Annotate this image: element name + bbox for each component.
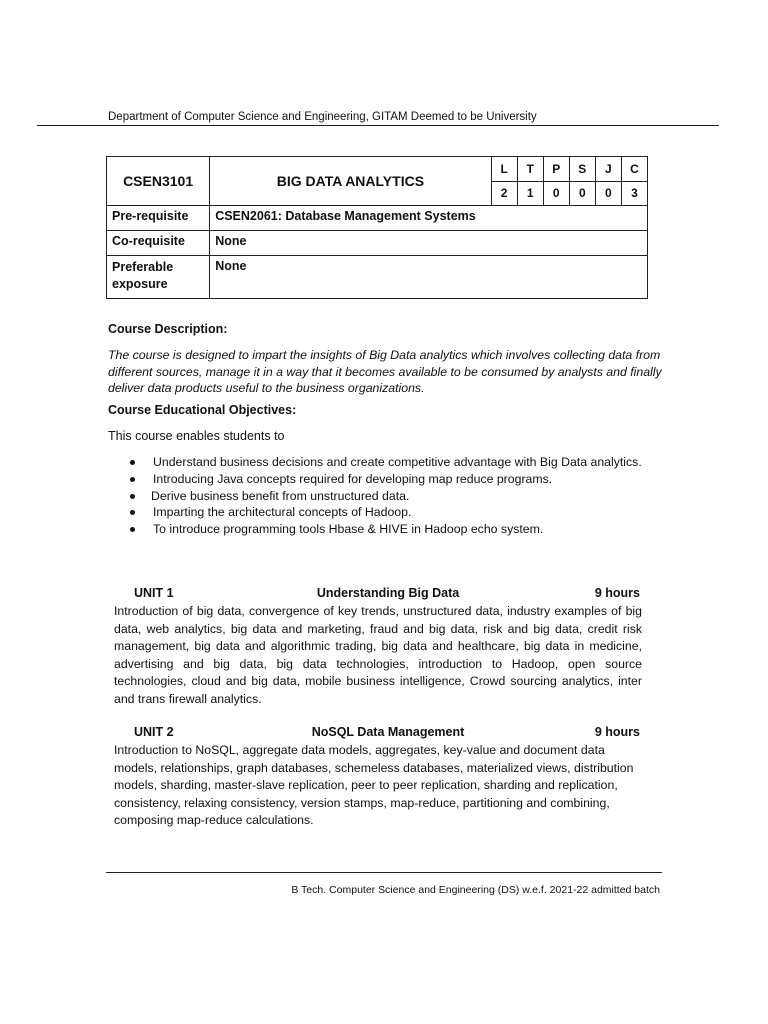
objectives-list	[108, 454, 668, 538]
unit-2-number: UNIT 2	[134, 725, 174, 739]
exposure-value: None	[210, 256, 648, 299]
unit-1-title: Understanding Big Data	[316, 586, 460, 600]
page-header: Department of Computer Science and Engineering, GITAM Deemed to be University	[108, 111, 537, 123]
credit-header-t: T	[517, 157, 543, 182]
page-footer: B Tech. Computer Science and Engineering (DS) w.e.f. 2021-22 admitted batch	[291, 884, 660, 896]
unit-1-number: UNIT 1	[134, 586, 174, 600]
list-item: Imparting the architectural concepts of Hadoop.	[108, 504, 668, 521]
prerequisite-value: CSEN2061: Database Management Systems	[210, 206, 648, 231]
credit-value-p: 0	[543, 181, 569, 206]
credit-value-t: 1	[517, 181, 543, 206]
course-title: BIG DATA ANALYTICS	[210, 157, 491, 206]
list-item: Introducing Java concepts required for developing map reduce programs.	[108, 471, 668, 488]
unit-1-header	[134, 586, 642, 602]
unit-1-content: Introduction of big data, convergence of key trends, unstructured data, industry examples of big data, web analytics, big data and marketing, fraud and big data, risk and big data, credit risk management, big data and algorithmic trading, big data and healthcare, big data in medicine, advertising and big data, big data technologies, introduction to Hadoop, open source technologies, cloud and big data, mobile business intelligence, Crowd sourcing analytics, inter and trans firewall analytics.	[114, 604, 642, 706]
corequisite-value: None	[210, 231, 648, 256]
objectives-heading: Course Educational Objectives:	[108, 403, 297, 417]
unit-2-title: NoSQL Data Management	[311, 725, 465, 739]
unit-2-content: Introduction to NoSQL, aggregate data models, aggregates, key-value and document data models, relationships, graph databases, schemeless databases, materialized views, distribution models, sharding, master-slave replication, peer to peer replication, sharding and replication, consistency, relaxing consistency, version stamps, map-reduce, partitioning and combining, composing map-reduce calculations.	[114, 743, 634, 827]
credit-header-l: L	[491, 157, 517, 182]
credit-header-j: J	[595, 157, 621, 182]
course-info-table	[106, 156, 648, 299]
list-item: Understand business decisions and create competitive advantage with Big Data analytics.	[108, 454, 668, 471]
credit-header-p: P	[543, 157, 569, 182]
exposure-label: Preferable exposure	[107, 256, 210, 299]
corequisite-label: Co-requisite	[107, 231, 210, 256]
footer-divider	[106, 872, 662, 873]
credit-header-c: C	[621, 157, 647, 182]
credit-header-s: S	[569, 157, 595, 182]
objectives-intro: This course enables students to	[108, 429, 285, 443]
list-item: Derive business benefit from unstructured data.	[108, 488, 668, 505]
credit-value-c: 3	[621, 181, 647, 206]
unit-2-header	[134, 725, 642, 741]
unit-1-hours: 9 hours	[594, 586, 640, 600]
header-divider	[37, 125, 719, 126]
course-description-text: The course is designed to impart the insights of Big Data analytics which involves collecting data from different sources, manage it in a way that it becomes available to be consumed by analysts and finally deliver data products useful to the business organizations.	[108, 348, 662, 395]
course-code: CSEN3101	[107, 157, 210, 206]
credit-value-l: 2	[491, 181, 517, 206]
unit-2-hours: 9 hours	[594, 725, 640, 739]
credit-value-s: 0	[569, 181, 595, 206]
list-item: To introduce programming tools Hbase & HIVE in Hadoop echo system.	[108, 521, 668, 538]
credit-value-j: 0	[595, 181, 621, 206]
course-description-heading: Course Description:	[108, 322, 228, 336]
prerequisite-label: Pre-requisite	[107, 206, 210, 231]
